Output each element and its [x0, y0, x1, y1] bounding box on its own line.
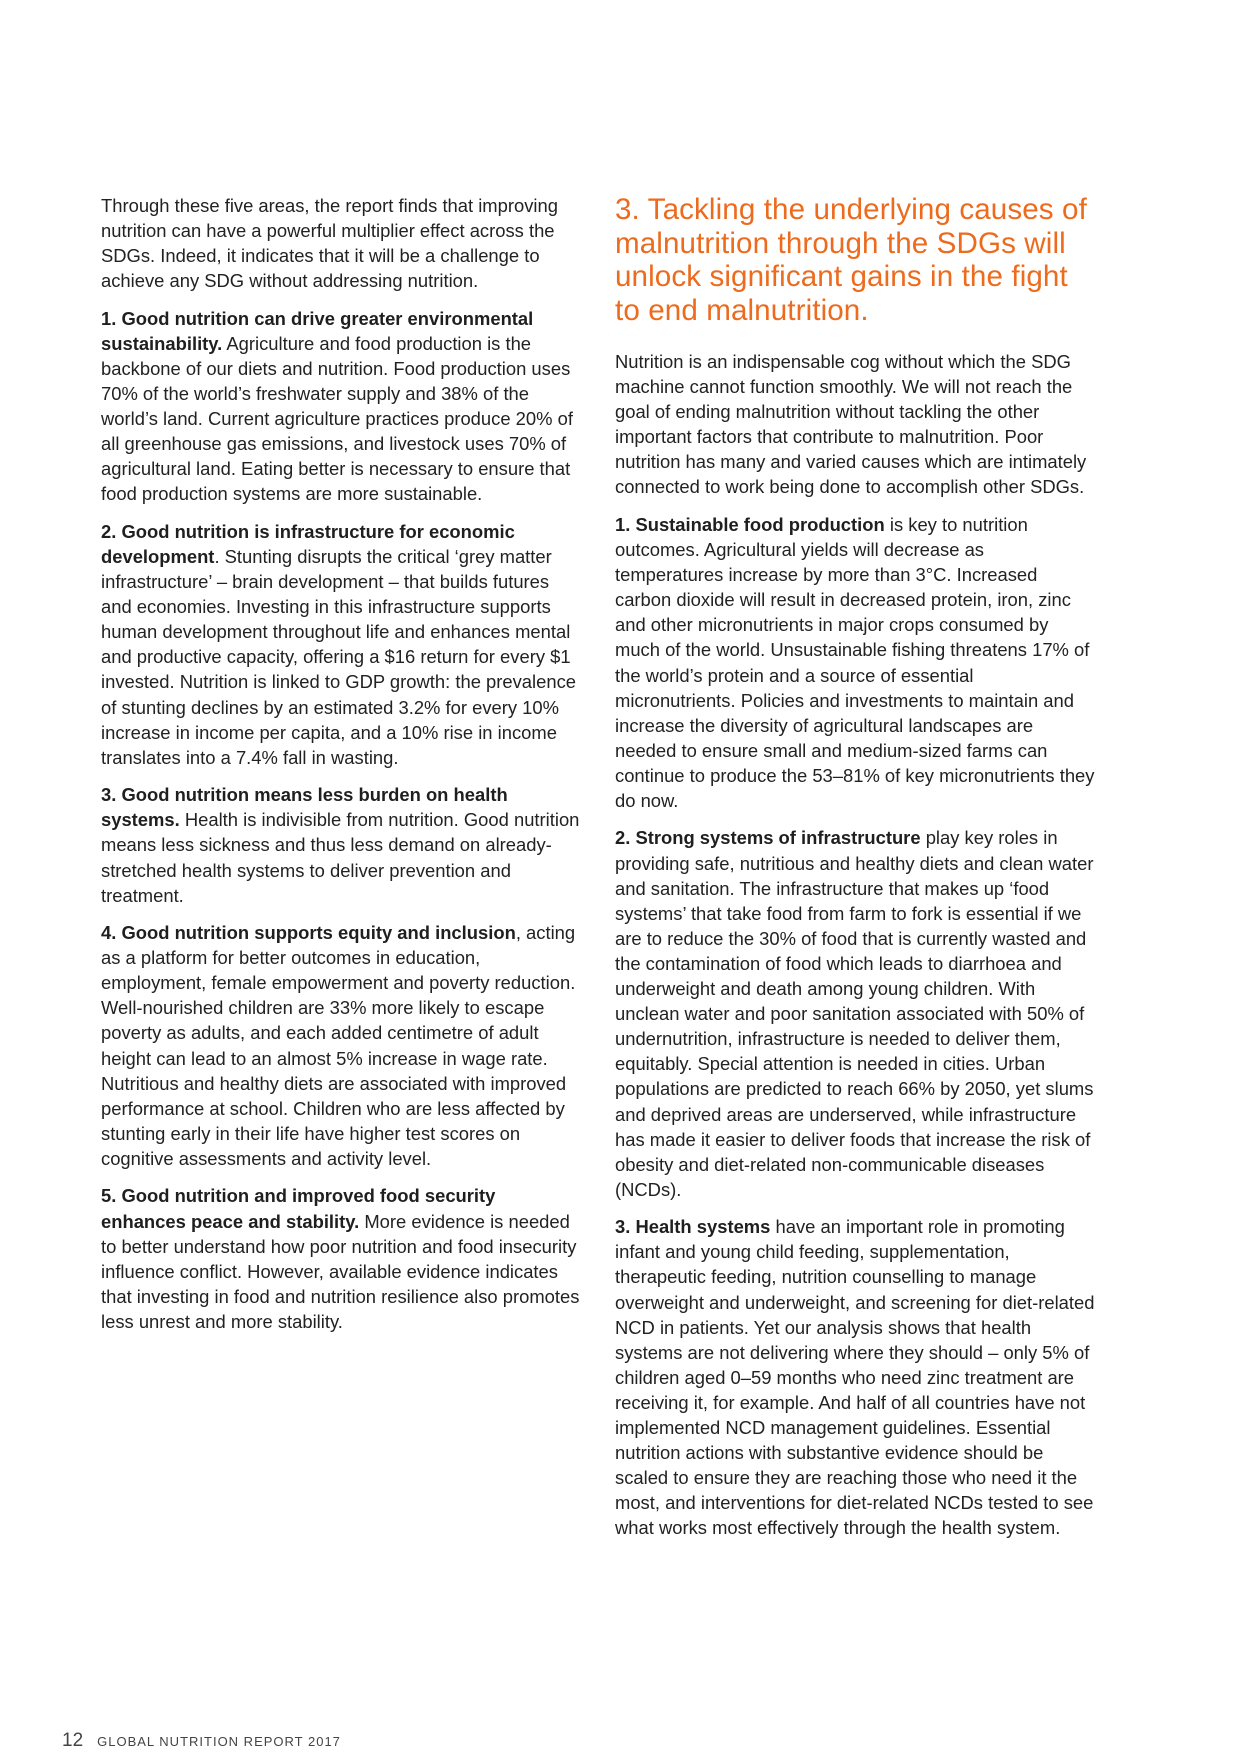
left-column	[101, 193, 584, 1346]
item-lead: 5. Good nutrition and improved food security enhances peace and stability.	[101, 1185, 496, 1232]
list-item	[101, 782, 584, 907]
item-body: is key to nutrition outcomes. Agricultural yields will decrease as temperatures increase by more than 3°C. Increased carbon dioxide will result in decreased protein, iron, zinc and other micronutrients in major crops consumed by much of the world. Unsustainable fishing threatens 17% of the world’s protein and a source of essential micronutrients. Policies and investments to maintain and increase the diversity of agricultural landscapes are needed to ensure small and medium-sized farms can continue to produce the 53–81% of key micronutrients they do now.	[615, 513, 1095, 811]
item-body: Agriculture and food production is the backbone of our diets and nutrition. Food production uses 70% of the world’s freshwater supply and 38% of the world’s land. Current agriculture practices produce 20% of all greenhouse gas emissions, and livestock uses 70% of agricultural land. Eating better is necessary to ensure that food production systems are more sustainable.	[101, 332, 573, 505]
list-item	[615, 512, 1097, 813]
item-body: play key roles in providing safe, nutritious and healthy diets and clean water and sanitation. The infrastructure that makes up ‘food systems’ that take food from farm to fork is essential if we are to reduce the 30% of food that is currently wasted and the contamination of food which leads to diarrhoea and underweight and death among young children. With unclean water and poor sanitation associated with 50% of undernutrition, infrastructure is needed to deliver them, equitably. Special attention is needed in cities. Urban populations are predicted to reach 66% by 2050, yet slums and deprived areas are underserved, while infrastructure has made it easier to deliver foods that increase the risk of obesity and diet-related non-communicable diseases (NCDs).	[615, 827, 1094, 1200]
intro-paragraph: Through these five areas, the report finds that improving nutrition can have a powerful multiplier effect across the SDGs. Indeed, it indicates that it will be a challenge to achieve any SDG without addressing nutrition.	[101, 195, 558, 292]
item-lead: 3. Good nutrition means less burden on health systems.	[101, 784, 508, 831]
intro-paragraph: Nutrition is an indispensable cog without which the SDG machine cannot function smoothly. We will not reach the goal of ending malnutrition without tackling the other important factors that contribute to malnutrition. Poor nutrition has many and varied causes which are intimately connected to work being done to accomplish other SDGs.	[615, 351, 1087, 498]
list-item	[615, 825, 1097, 1201]
item-body: have an important role in promoting infant and young child feeding, supplementation, therapeutic feeding, nutrition counselling to manage overweight and underweight, and screening for diet-related NCD in patients. Yet our analysis shows that health systems are not delivering where they should – only 5% of children aged 0–59 months who need zinc treatment are receiving it, for example. And half of all countries have not implemented NCD management guidelines. Essential nutrition actions with substantive evidence should be scaled to ensure they are reaching those who need it the most, and interventions for diet-related NCDs tested to see what works most effectively through the health system.	[615, 1216, 1095, 1539]
page-number: 12	[62, 1730, 84, 1751]
item-body: , acting as a platform for better outcomes in education, employment, female empowerment and poverty reduction. Well-nourished children are 33% more likely to escape poverty as adults, and each added centimetre of adult height can lead to an almost 5% increase in wage rate. Nutritious and healthy diets are associated with improved performance at school. Children who are less affected by stunting early in their life have higher test scores on cognitive assessments and activity level.	[101, 922, 576, 1169]
list-item	[101, 920, 584, 1171]
item-lead: 4. Good nutrition supports equity and inclusion	[101, 922, 516, 944]
item-lead: 1. Good nutrition can drive greater environmental sustainability.	[101, 307, 534, 354]
report-title: GLOBAL NUTRITION REPORT 2017	[97, 1734, 341, 1749]
list-item	[101, 306, 584, 507]
list-item	[101, 1183, 584, 1334]
item-lead: 1. Sustainable food production	[615, 513, 885, 535]
right-column	[615, 193, 1097, 1553]
item-lead: 2. Good nutrition is infrastructure for economic development	[101, 520, 515, 567]
list-item	[101, 519, 584, 770]
list-item	[615, 1214, 1097, 1540]
section-heading: 3. Tackling the underlying causes of malnutrition through the SDGs will unlock significant gains in the fight to end malnutrition.	[615, 193, 1087, 327]
item-body: More evidence is needed to better understand how poor nutrition and food insecurity influence conflict. However, available evidence indicates that investing in food and nutrition resilience also promotes less unrest and more stability.	[101, 1210, 580, 1332]
page-footer	[62, 1730, 341, 1752]
item-body: Health is indivisible from nutrition. Good nutrition means less sickness and thus less demand on already-stretched health systems to deliver prevention and treatment.	[101, 809, 580, 906]
item-lead: 3. Health systems	[615, 1216, 771, 1238]
item-lead: 2. Strong systems of infrastructure	[615, 827, 921, 849]
item-body: . Stunting disrupts the critical ‘grey matter infrastructure’ – brain development – that builds futures and economies. Investing in this infrastructure supports human development throughout life and enhances mental and productive capacity, offering a $16 return for every $1 invested. Nutrition is linked to GDP growth: the prevalence of stunting declines by an estimated 3.2% for every 10% increase in income per capita, and a 10% rise in income translates into a 7.4% fall in wasting.	[101, 546, 576, 768]
